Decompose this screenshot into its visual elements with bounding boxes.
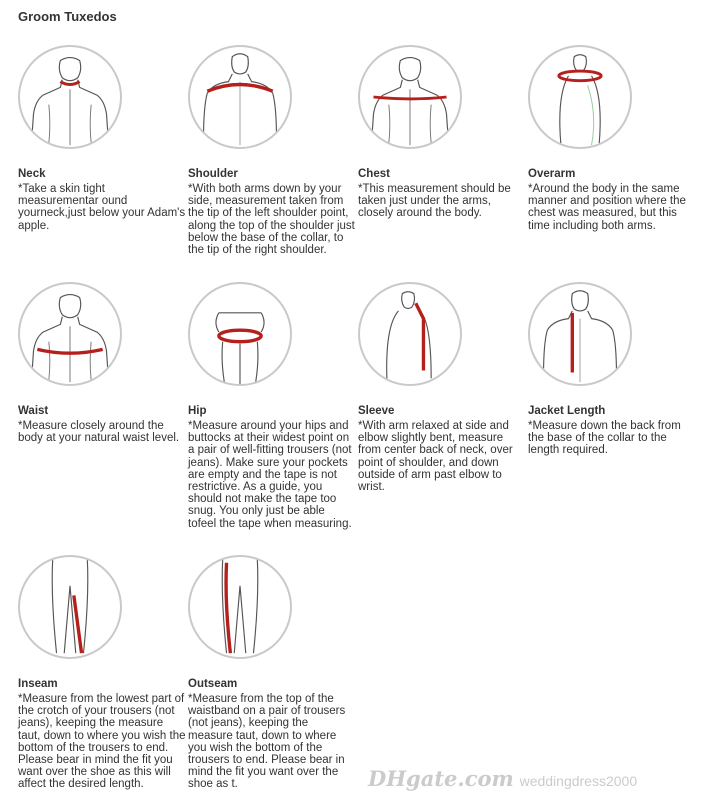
jacket-length-description: *Measure down the back from the base of the collar to the length required. [528,420,681,457]
chest-description: *This measurement should be taken just under the arms, closely around the body. [358,183,511,220]
inseam-label: Inseam [18,678,58,690]
hip-measure-icon [188,282,292,386]
neck-measure-icon [18,45,122,149]
inseam-measure-icon [18,555,122,659]
outseam-description: *Measure from the top of the waistband on a pair of trousers (not jeans), keeping the measure taut, down to where you wish the bottom of the trousers to end. Please bear in mind the fit you want over the shoe as t. [188,693,346,791]
waist-label: Waist [18,405,49,417]
outseam-measure-icon [188,555,292,659]
watermark [368,766,637,792]
sleeve-label: Sleeve [358,405,395,417]
shoulder-description: *With both arms down by your side, measurement taken from the tip of the left shoulder point, along the top of the shoulder just below the base of the collar, to the tip of the right shoulder. [188,183,355,257]
waist-measure-icon [18,282,122,386]
sleeve-measure-icon [358,282,462,386]
shoulder-label: Shoulder [188,168,238,180]
outseam-label: Outseam [188,678,238,690]
waist-description: *Measure closely around the body at your natural waist level. [18,420,180,445]
watermark-store: weddingdress2000 [519,773,638,789]
inseam-description: *Measure from the lowest part of the crotch of your trousers (not jeans), keeping the measure taut, down to where you wish the bottom of the trousers to end. Please bear in mind the fit you want over the shoe as this will affect the desired length. [18,693,186,791]
chest-measure-icon [358,45,462,149]
sleeve-description: *With arm relaxed at side and elbow slightly bent, measure from center back of neck, over point of shoulder, and down outside of arm past elbow to wrist. [358,420,513,494]
hip-label: Hip [188,405,207,417]
chest-label: Chest [358,168,390,180]
watermark-brand: DHgate.com [368,766,514,791]
overarm-label: Overarm [528,168,576,180]
overarm-measure-icon [528,45,632,149]
neck-description: *Take a skin tight measurementar ound yourneck,just below your Adam's apple. [18,183,186,232]
jacket-length-label: Jacket Length [528,405,606,417]
shoulder-measure-icon [188,45,292,149]
jacket-length-measure-icon [528,282,632,386]
overarm-description: *Around the body in the same manner and position where the chest was measured, but this time including both arms. [528,183,686,232]
hip-description: *Measure around your hips and buttocks at their widest point on a pair of well-fitting trousers (not jeans). Make sure your pockets are empty and the tape is not restrictive. As a guide, you should not make the tape too snug. You only just be able tofeel the tape when measuring. [188,420,352,530]
neck-label: Neck [18,168,46,180]
page-title: Groom Tuxedos [18,9,117,24]
